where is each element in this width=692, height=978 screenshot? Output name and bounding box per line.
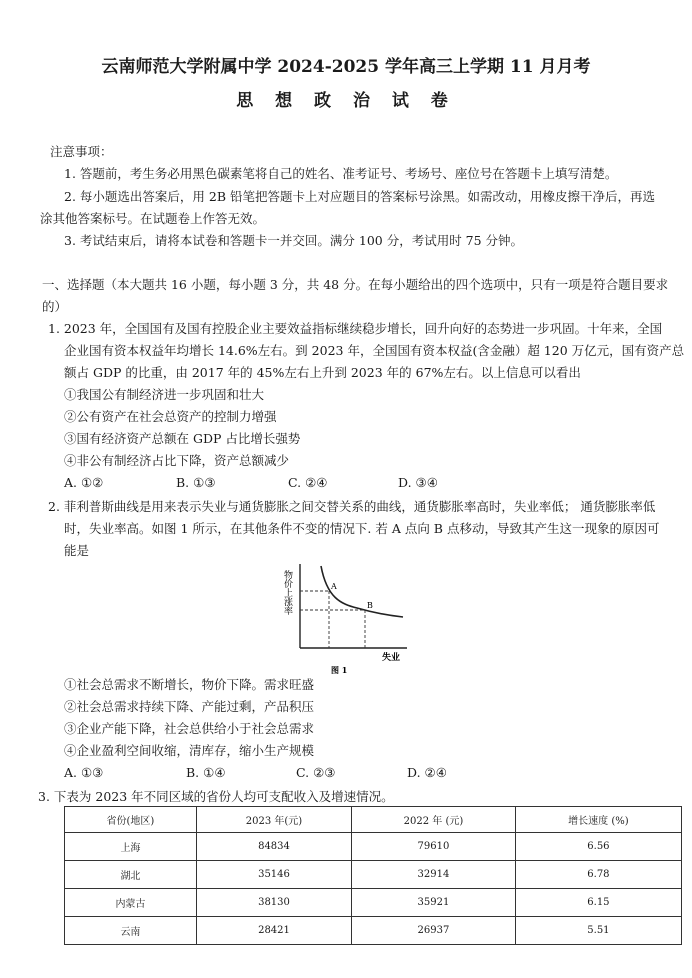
q1-stem-line-3: 额占 GDP 的比重，由 2017 年的 45%左右上升到 2023 年的 67%左右。以上信息可以看出 [64, 365, 581, 380]
table-header-row [65, 807, 682, 833]
notice-heading: 注意事项： [50, 144, 113, 159]
exam-title: 云南师范大学附属中学 2024-2025 学年高三上学期 11 月月考 [101, 57, 591, 77]
table-cell: 35921 [352, 889, 516, 917]
q3-stem: 3. 下表为 2023 年不同区域的省份人均可支配收入及增速情况。 [38, 789, 394, 804]
y-axis-label: 物价上涨率 [282, 570, 292, 615]
q2-option-b[interactable]: B. ①④ [186, 765, 226, 780]
q1-statement-3: ③国有经济资产总额在 GDP 占比增长强势 [64, 431, 301, 446]
q2-stem-line-2: 时，失业率高。如图 1 所示，在其他条件不变的情况下. 若 A 点向 B 点移动，导致其产生这一现象的原因可 [64, 521, 660, 536]
notice-item-3: 3. 考试结束后，请将本试卷和答题卡一并交回。满分 100 分，考试用时 75 分钟。 [64, 233, 524, 248]
table-cell: 湖北 [65, 861, 197, 889]
q1-option-a[interactable]: A. ①② [64, 475, 104, 490]
table-header-cell: 增长速度 (%) [515, 807, 681, 833]
table-cell: 26937 [352, 917, 516, 945]
figure-caption: 图 1 [331, 665, 348, 675]
exam-subtitle: 思 想 政 治 试 卷 [236, 91, 456, 111]
q2-option-d[interactable]: D. ②④ [407, 765, 447, 780]
q2-statement-3: ③企业产能下降，社会总供给小于社会总需求 [64, 721, 315, 736]
q1-option-b[interactable]: B. ①③ [176, 475, 216, 490]
notice-item-1: 1. 答题前，考生务必用黑色碳素笔将自己的姓名、准考证号、考场号、座位号在答题卡上填写清楚。 [64, 166, 618, 181]
section-heading-cont: 的） [42, 299, 68, 314]
q2-option-a[interactable]: A. ①③ [64, 765, 104, 780]
table-cell: 云南 [65, 917, 197, 945]
q1-statement-4: ④非公有制经济占比下降，资产总额减少 [64, 453, 290, 468]
q1-stem-line-1: 1. 2023 年，全国国有及国有控股企业主要效益指标继续稳步增长，回升向好的态势进一步巩固。十年来，全国 [48, 321, 663, 336]
q2-option-c[interactable]: C. ②③ [296, 765, 336, 780]
q1-stem-line-2: 企业国有资本权益年均增长 14.6%左右。到 2023 年，全国国有资本权益(含金融）超 120 万亿元，国有资产总 [64, 343, 685, 358]
notice-item-2-cont: 涂其他答案标号。在试题卷上作答无效。 [40, 211, 266, 226]
phillips-curve [321, 566, 403, 617]
notice-item-2: 2. 每小题选出答案后，用 2B 铅笔把答题卡上对应题目的答案标号涂黑。如需改动，用橡皮擦干净后，再选 [64, 189, 655, 204]
q2-statement-1: ①社会总需求不断增长，物价下降。需求旺盛 [64, 677, 315, 692]
table-cell: 28421 [196, 917, 351, 945]
point-a-label: A [331, 582, 337, 591]
table-cell: 内蒙古 [65, 889, 197, 917]
q1-option-d[interactable]: D. ③④ [398, 475, 438, 490]
table-cell: 32914 [352, 861, 516, 889]
table-row [65, 833, 682, 861]
table-cell: 6.15 [515, 889, 681, 917]
income-table [64, 806, 682, 945]
table-cell: 5.51 [515, 917, 681, 945]
q1-statement-2: ②公有资产在社会总资产的控制力增强 [64, 409, 277, 424]
q1-statement-1: ①我国公有制经济进一步巩固和壮大 [64, 387, 265, 402]
q2-stem-line-1: 2. 菲利普斯曲线是用来表示失业与通货膨胀之间交替关系的曲线，通货膨胀率高时，失业率低； 通货膨胀率低 [48, 499, 656, 514]
table-row [65, 889, 682, 917]
table-cell: 6.56 [515, 833, 681, 861]
section-heading: 一、选择题（本大题共 16 小题，每小题 3 分，共 48 分。在每小题给出的四个选项中，只有一项是符合题目要求 [42, 277, 669, 292]
table-cell: 84834 [196, 833, 351, 861]
point-b-label: B [367, 601, 373, 610]
table-header-cell: 2022 年 (元) [352, 807, 516, 833]
q2-stem-line-3: 能是 [64, 543, 90, 558]
table-header-cell: 省份(地区) [65, 807, 197, 833]
x-axis-label: 失业 [382, 653, 401, 663]
q1-option-c[interactable]: C. ②④ [288, 475, 328, 490]
table-row [65, 917, 682, 945]
table-cell: 6.78 [515, 861, 681, 889]
table-cell: 35146 [196, 861, 351, 889]
table-row [65, 861, 682, 889]
table-header-cell: 2023 年(元) [196, 807, 351, 833]
table-cell: 38130 [196, 889, 351, 917]
q2-statement-2: ②社会总需求持续下降、产能过剩，产品积压 [64, 699, 315, 714]
q2-statement-4: ④企业盈利空间收缩，清库存，缩小生产规模 [64, 743, 315, 758]
phillips-curve-figure [282, 558, 415, 676]
table-cell: 上海 [65, 833, 197, 861]
table-cell: 79610 [352, 833, 516, 861]
